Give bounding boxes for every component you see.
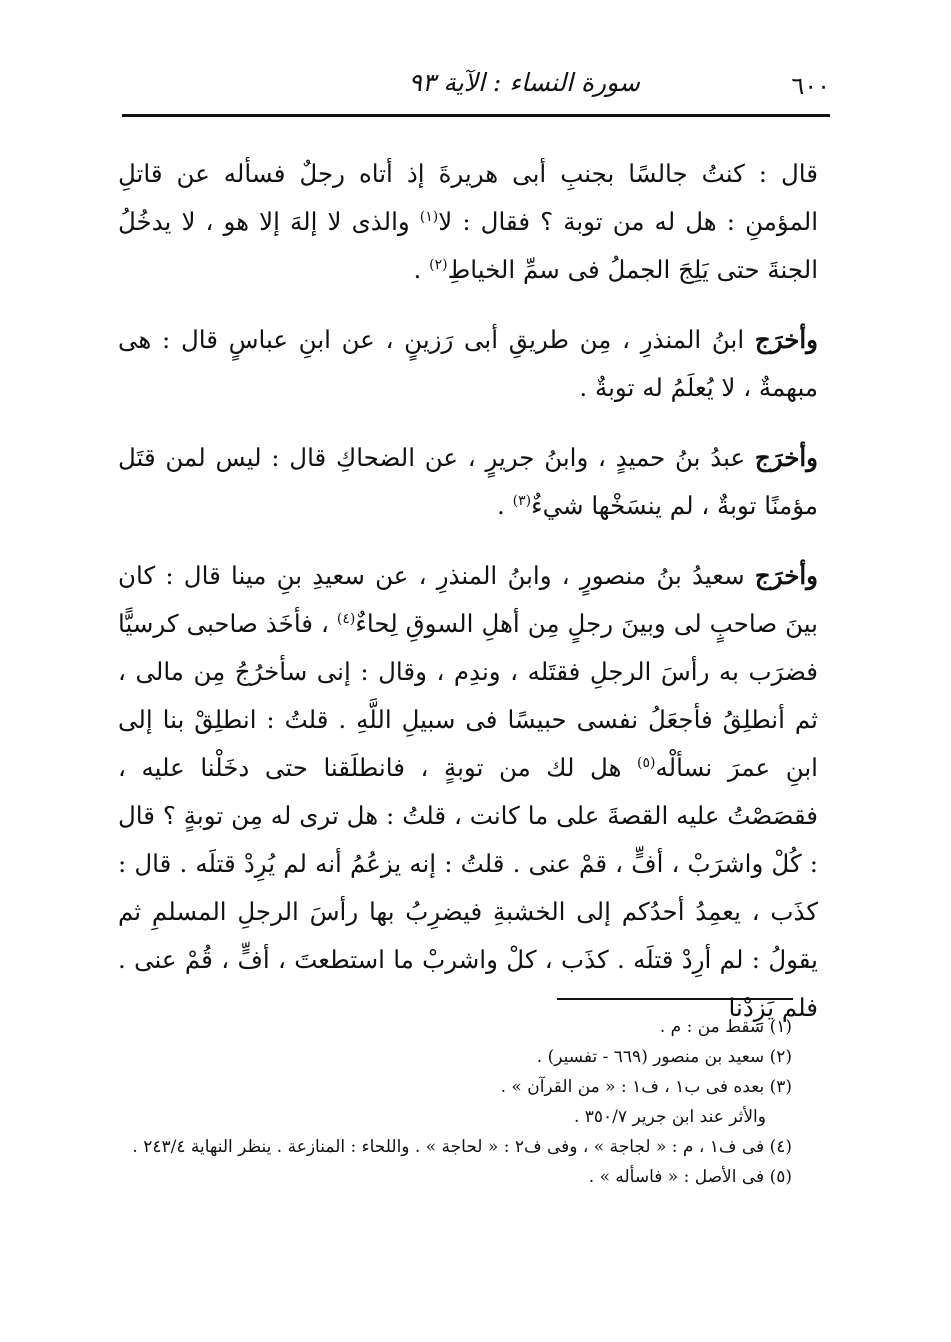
page-header [120,62,830,110]
footnote-1: (١) سقط من : م . [659,1017,792,1037]
footnote-5: (٥) فى الأصل : « فاسأله » . [588,1167,792,1187]
footnote-divider [557,998,793,1000]
paragraph-3 [118,434,818,530]
text-run: . [497,491,513,520]
footnote-3-continuation: والأثر عند ابن جرير ٣٥٠/٧ . [573,1107,766,1127]
paragraph-1 [118,150,818,294]
footnote-2: (٢) سعيد بن منصور (٦٦٩ - تفسير) . [536,1047,792,1067]
footnote-3: (٣) بعده فى ب١ ، ف١ : « من القرآن » . [500,1077,792,1097]
footnote-ref-1: (١) [419,208,439,225]
footnote-ref-5: (٥) [637,754,656,771]
footnotes [100,1012,792,1192]
paragraph-4 [118,552,818,1032]
page-number: ٦٠٠ [791,72,830,100]
footnote-ref-2: (٢) [429,256,448,273]
text-run: قال : كنتُ جالسًا بجنبِ أبى هريرةَ إذ أتاه رجلٌ فسأله عن قاتلِ المؤمنِ : هل له من توبة ؟ فقال : لا [118,159,819,236]
text-run: سعيدُ بنُ منصورٍ ، وابنُ المنذرِ ، عن سعيدِ بنِ مينا قال : كان بينَ صاحبٍ لى وبينَ رجلٍ مِن أهلِ السوقِ لِحاءٌ [118,561,818,638]
main-text [118,150,818,1032]
text-run: ابنُ المنذرِ ، مِن طريقِ أبى رَزينٍ ، عن ابنِ عباسٍ قال : هى مبهمةٌ ، لا يُعلَمُ له توبةٌ . [118,325,818,402]
text-run: والذى لا إلهَ إلا هو ، لا يدخُلُ الجنةَ حتى يَلِجَ الجملُ فى سمِّ الخياطِ [118,207,818,284]
paragraph-lead: وأخرَج [754,443,818,472]
text-run: . [413,255,430,284]
header-divider [122,114,830,117]
text-run: ، فأخَذ صاحبى كرسيًّا فضرَب به رأسَ الرجلِ فقتَله ، وندِم ، وقال : إنى سأخرُجُ مِن مالى ، ثم أنطلِقُ فأجعَلُ نفسى حبيسًا فى سبيلِ اللَّهِ . قلتُ : انطلِقْ بنا إلى ابنِ عمرَ نسألْه [118,609,818,782]
paragraph-lead: وأخرَج [754,325,818,354]
footnote-4: (٤) فى ف١ ، م : « لجاجة » ، وفى ف٢ : « لحاجة » . واللحاء : المنازعة . ينظر النهاية ٢٤٣/٤ . [132,1137,792,1157]
paragraph-2 [118,316,818,412]
paragraph-lead: وأخرَج [754,561,818,590]
text-run: هل لك من توبةٍ ، فانطلَقنا حتى دخَلْنا عليه ، فقصَصْتُ عليه القصةَ على ما كانت ، قلتُ : هل ترى له مِن توبةٍ ؟ قال : كُلْ واشرَبْ ، أفٍّ ، قمْ عنى . قلتُ : إنه يزعُمُ أنه لم يُرِدْ قتلَه . قال : كذَب ، يعمِدُ أحدُكم إلى الخشبةِ فيضرِبُ بها رأسَ الرجلِ المسلمِ ثم يقولُ : لم أرِدْ قتلَه . كذَب ، كلْ واشربْ ما استطعتَ ، أفٍّ ، قُمْ عنى . فلم يَزِدْنا [118,753,818,1022]
text-run: عبدُ بنُ حميدٍ ، وابنُ جريرٍ ، عن الضحاكِ قال : ليس لمن قتَل مؤمنًا توبةٌ ، لم ينسَخْها شيءٌ [118,443,818,520]
footnote-ref-3: (٣) [512,492,532,509]
footnote-ref-4: (٤) [336,610,356,627]
running-title: سورة النساء : الآية ٩٣ [408,68,640,97]
